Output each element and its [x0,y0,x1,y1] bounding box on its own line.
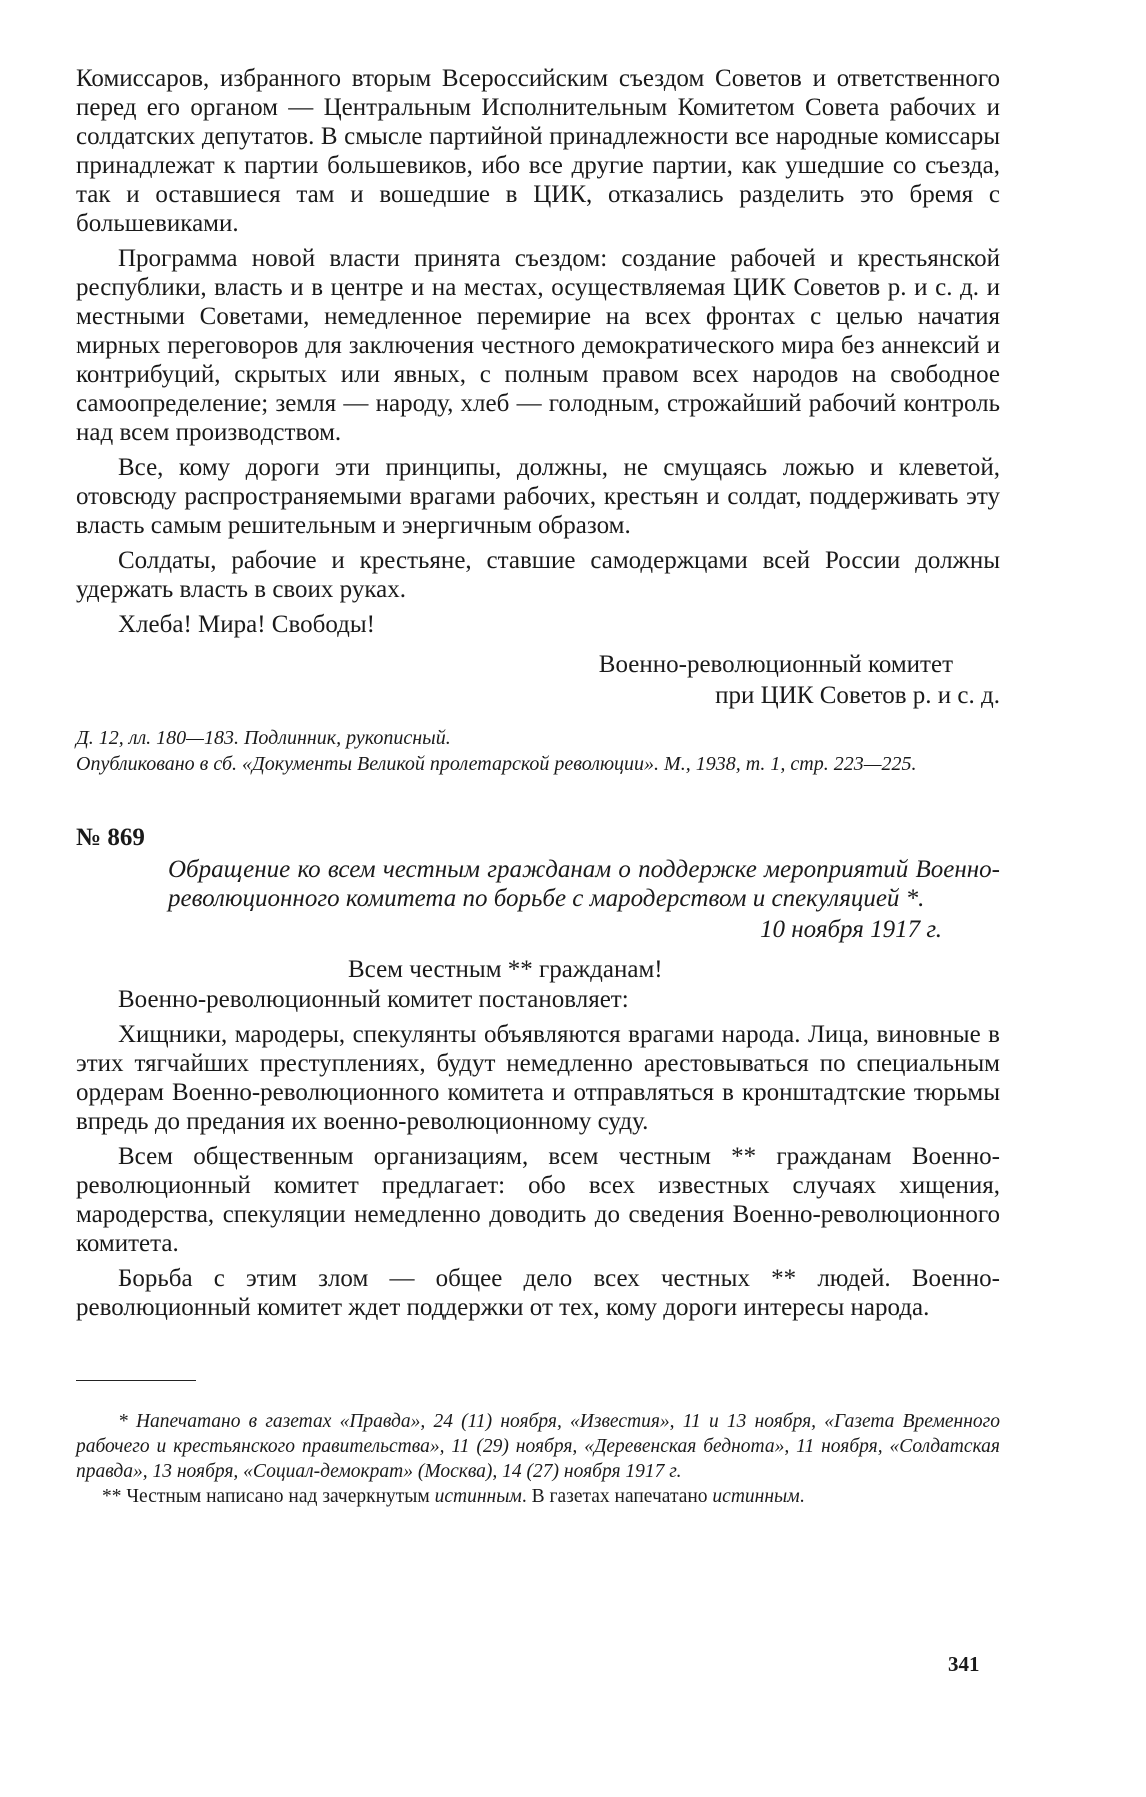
page-number: 341 [948,1652,980,1676]
document-number: № 869 [76,824,145,851]
signature-line: при ЦИК Советов р. и с. д. [715,682,1000,709]
slogan: Хлеба! Мира! Свободы! [118,611,375,638]
publication-source: Опубликовано в сб. «Документы Великой пролетарской революции». М., 1938, т. 1, стр. 223—225. [76,753,917,775]
footnote-divider [76,1380,196,1381]
footnote [76,1484,1000,1509]
paragraph: Солдаты, рабочие и крестьяне, ставшие самодержцами всей России должны удержать власть в своих руках. [76,547,1000,603]
footnote-text: . [799,1486,805,1507]
footnote-text: ** Честным написано над зачеркнутым [102,1486,435,1507]
footnote-text: . В газетах напечатано [521,1486,713,1507]
document-date: 10 ноября 1917 г. [760,916,942,943]
paragraph: Военно-революционный комитет постановляет: [118,986,629,1013]
paragraph: Хищники, мародеры, спекулянты объявляются врагами народа. Лица, виновные в этих тягчайших преступлениях, будут немедленно арестовываться по специальным ордерам Военно-революционного комитета и отправляться в кронштадтские тюрьмы впредь до предания их военно-революционному суду. [76,1021,1000,1135]
document-page [76,64,1000,1509]
footnote-emphasis: истинным [712,1486,800,1507]
salutation: Всем честным ** гражданам! [348,956,663,983]
paragraph: Все, кому дороги эти принципы, должны, не смущаясь ложью и клеветой, отовсюду распространяемыми врагами рабочих, крестьян и солдат, поддерживать эту власть самым решительным и энергичным образом. [76,454,1000,539]
signature-line: Военно-революционный комитет [598,651,953,678]
paragraph: Программа новой власти принята съездом: создание рабочей и крестьянской республики, власть и в центре и на местах, осуществляемая ЦИК Советов р. и с. д. и местными Советами, немедленное перемирие на всех фронтах с целью начатия мирных переговоров для заключения честного демократического мира без аннексий и контрибуций, скрытых или явных, с полным правом всех народов на свободное самоопределение; земля — народу, хлеб — голодным, строжайший рабочий контроль над всем производством. [76,245,1000,446]
paragraph: Всем общественным организациям, всем честным ** гражданам Военно-революционный комитет предлагает: обо всех известных случаях хищения, мародерства, спекуляции немедленно доводить до сведения Военно-революционного комитета. [76,1143,1000,1257]
footnote-emphasis: истинным [434,1486,522,1507]
document-title: Обращение ко всем честным гражданам о поддержке мероприятий Военно-революционного комитета по борьбе с мародерством и спекуляцией *. [168,856,1000,912]
paragraph: Борьба с этим злом — общее дело всех честных ** людей. Военно-революционный комитет ждет поддержки от тех, кому дороги интересы народа. [76,1265,1000,1321]
archive-source: Д. 12, лл. 180—183. Подлинник, рукописный. [76,727,451,749]
footnote: * Напечатано в газетах «Правда», 24 (11) ноября, «Известия», 11 и 13 ноября, «Газета Временного рабочего и крестьянского правительства», 11 (29) ноября, «Деревенская беднота», 11 ноября, «Солдатская правда», 13 ноября, «Социал-демократ» (Москва), 14 (27) ноября 1917 г. [76,1411,1000,1482]
paragraph: Комиссаров, избранного вторым Всероссийским съездом Советов и ответственного перед его органом — Центральным Исполнительным Комитетом Совета рабочих и солдатских депутатов. В смысле партийной принадлежности все народные комиссары принадлежат к партии большевиков, ибо все другие партии, как ушедшие со съезда, так и оставшиеся там и вошедшие в ЦИК, отказались разделить это бремя с большевиками. [76,65,1000,237]
